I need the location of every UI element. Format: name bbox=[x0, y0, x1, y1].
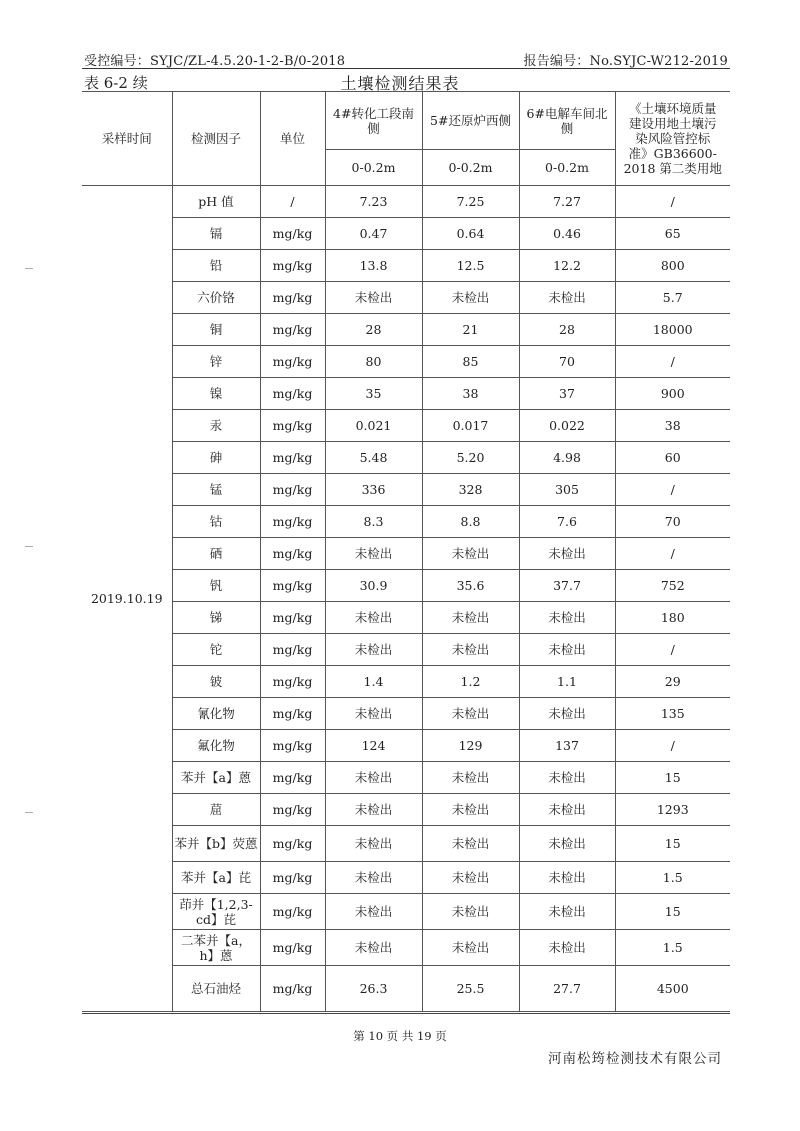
table-row bbox=[82, 762, 730, 794]
unit-cell: mg/kg bbox=[260, 410, 325, 442]
site5-value: 328 bbox=[422, 474, 519, 506]
factor-cell: 二苯并【a，h】蒽 bbox=[172, 930, 260, 966]
factor-cell: 氰化物 bbox=[172, 698, 260, 730]
site5-value: 38 bbox=[422, 378, 519, 410]
report-number: 报告编号：No.SYJC-W212-2019 bbox=[523, 54, 728, 69]
site6-value: 未检出 bbox=[519, 862, 615, 894]
site4-value: 未检出 bbox=[325, 698, 422, 730]
factor-cell: 砷 bbox=[172, 442, 260, 474]
standard-value: / bbox=[615, 730, 730, 762]
unit-cell: mg/kg bbox=[260, 826, 325, 862]
factor-cell: 锑 bbox=[172, 602, 260, 634]
standard-value: 15 bbox=[615, 762, 730, 794]
table-row bbox=[82, 666, 730, 698]
col-header-standard bbox=[615, 92, 730, 186]
site6-value: 未检出 bbox=[519, 762, 615, 794]
factor-cell: 苯并【a】蒽 bbox=[172, 762, 260, 794]
table-bottom-rule bbox=[82, 1013, 730, 1014]
site6-value: 未检出 bbox=[519, 602, 615, 634]
standard-value: 900 bbox=[615, 378, 730, 410]
site6-value: 未检出 bbox=[519, 538, 615, 570]
site4-value: 124 bbox=[325, 730, 422, 762]
unit-cell: / bbox=[260, 186, 325, 218]
unit-cell: mg/kg bbox=[260, 314, 325, 346]
standard-value: 135 bbox=[615, 698, 730, 730]
table-row bbox=[82, 410, 730, 442]
site4-value: 30.9 bbox=[325, 570, 422, 602]
site6-value: 137 bbox=[519, 730, 615, 762]
standard-value: / bbox=[615, 634, 730, 666]
table-title: 土壤检测结果表 bbox=[340, 74, 460, 93]
site4-value: 0.021 bbox=[325, 410, 422, 442]
factor-cell: 硒 bbox=[172, 538, 260, 570]
site6-value: 28 bbox=[519, 314, 615, 346]
standard-value: 15 bbox=[615, 894, 730, 930]
site5-value: 1.2 bbox=[422, 666, 519, 698]
site5-value: 5.20 bbox=[422, 442, 519, 474]
standard-line2: 建设用地土壤污 bbox=[628, 116, 717, 131]
unit-cell: mg/kg bbox=[260, 930, 325, 966]
factor-cell: 苯并【a】芘 bbox=[172, 862, 260, 894]
site4-value: 未检出 bbox=[325, 794, 422, 826]
table-row bbox=[82, 282, 730, 314]
table-row bbox=[82, 698, 730, 730]
unit-cell: mg/kg bbox=[260, 602, 325, 634]
site5-value: 未检出 bbox=[422, 826, 519, 862]
standard-value: 70 bbox=[615, 506, 730, 538]
site4-value: 7.23 bbox=[325, 186, 422, 218]
site4-value: 13.8 bbox=[325, 250, 422, 282]
unit-cell: mg/kg bbox=[260, 538, 325, 570]
factor-cell: 钒 bbox=[172, 570, 260, 602]
site6-value: 未检出 bbox=[519, 826, 615, 862]
table-row bbox=[82, 506, 730, 538]
unit-cell: mg/kg bbox=[260, 282, 325, 314]
table-row bbox=[82, 634, 730, 666]
unit-cell: mg/kg bbox=[260, 762, 325, 794]
site5-value: 7.25 bbox=[422, 186, 519, 218]
unit-cell: mg/kg bbox=[260, 346, 325, 378]
unit-cell: mg/kg bbox=[260, 378, 325, 410]
depth-site5: 0-0.2m bbox=[422, 150, 519, 186]
site4-value: 未检出 bbox=[325, 602, 422, 634]
site4-value: 0.47 bbox=[325, 218, 422, 250]
standard-value: 4500 bbox=[615, 966, 730, 1012]
unit-cell: mg/kg bbox=[260, 894, 325, 930]
factor-cell: 钴 bbox=[172, 506, 260, 538]
unit-cell: mg/kg bbox=[260, 698, 325, 730]
factor-cell: 铅 bbox=[172, 250, 260, 282]
factor-cell: 铍 bbox=[172, 666, 260, 698]
col-header-factor: 检测因子 bbox=[172, 92, 260, 186]
unit-cell: mg/kg bbox=[260, 862, 325, 894]
site4-value: 未检出 bbox=[325, 930, 422, 966]
site4-value: 未检出 bbox=[325, 826, 422, 862]
site4-value: 336 bbox=[325, 474, 422, 506]
site4-value: 5.48 bbox=[325, 442, 422, 474]
site4-value: 28 bbox=[325, 314, 422, 346]
site4-value: 未检出 bbox=[325, 282, 422, 314]
site4-value: 35 bbox=[325, 378, 422, 410]
company-name: 河南松筠检测技术有限公司 bbox=[548, 1051, 722, 1067]
site6-value: 未检出 bbox=[519, 794, 615, 826]
site5-value: 未检出 bbox=[422, 698, 519, 730]
factor-cell: 铊 bbox=[172, 634, 260, 666]
site5-value: 未检出 bbox=[422, 930, 519, 966]
standard-line3: 染风险管控标 bbox=[635, 131, 711, 146]
site6-value: 27.7 bbox=[519, 966, 615, 1012]
unit-cell: mg/kg bbox=[260, 634, 325, 666]
site4-value: 80 bbox=[325, 346, 422, 378]
site5-value: 25.5 bbox=[422, 966, 519, 1012]
site4-value: 未检出 bbox=[325, 538, 422, 570]
site4-value: 未检出 bbox=[325, 762, 422, 794]
depth-site6: 0-0.2m bbox=[519, 150, 615, 186]
table-row bbox=[82, 826, 730, 862]
col-header-site5: 5#还原炉西侧 bbox=[422, 92, 519, 150]
table-row bbox=[82, 602, 730, 634]
standard-value: 800 bbox=[615, 250, 730, 282]
site5-value: 21 bbox=[422, 314, 519, 346]
table-row bbox=[82, 930, 730, 966]
factor-cell: 苯并【b】荧蒽 bbox=[172, 826, 260, 862]
site5-value: 未检出 bbox=[422, 282, 519, 314]
site6-value: 70 bbox=[519, 346, 615, 378]
standard-value: 1293 bbox=[615, 794, 730, 826]
site6-value: 未检出 bbox=[519, 282, 615, 314]
site6-value: 305 bbox=[519, 474, 615, 506]
unit-cell: mg/kg bbox=[260, 794, 325, 826]
table-row bbox=[82, 894, 730, 930]
table-row bbox=[82, 966, 730, 1012]
site6-value: 未检出 bbox=[519, 634, 615, 666]
standard-line4: 准》GB36600- bbox=[628, 146, 717, 161]
table-row bbox=[82, 570, 730, 602]
unit-cell: mg/kg bbox=[260, 966, 325, 1012]
unit-cell: mg/kg bbox=[260, 250, 325, 282]
unit-cell: mg/kg bbox=[260, 474, 325, 506]
site6-value: 1.1 bbox=[519, 666, 615, 698]
site5-value: 未检出 bbox=[422, 602, 519, 634]
sample-date: 2019.10.19 bbox=[82, 186, 172, 1012]
standard-value: / bbox=[615, 538, 730, 570]
site4-value: 未检出 bbox=[325, 634, 422, 666]
factor-cell: 茚并【1,2,3-cd】芘 bbox=[172, 894, 260, 930]
table-row bbox=[82, 474, 730, 506]
standard-value: / bbox=[615, 186, 730, 218]
site6-value: 37 bbox=[519, 378, 615, 410]
site5-value: 未检出 bbox=[422, 794, 519, 826]
site5-value: 0.64 bbox=[422, 218, 519, 250]
standard-value: 1.5 bbox=[615, 930, 730, 966]
standard-value: 15 bbox=[615, 826, 730, 862]
factor-cell: 总石油烃 bbox=[172, 966, 260, 1012]
results-table bbox=[82, 91, 730, 1012]
site6-value: 4.98 bbox=[519, 442, 615, 474]
factor-cell: 锌 bbox=[172, 346, 260, 378]
table-row bbox=[82, 730, 730, 762]
binding-mark bbox=[25, 546, 33, 547]
site5-value: 未检出 bbox=[422, 538, 519, 570]
site4-value: 未检出 bbox=[325, 862, 422, 894]
table-row bbox=[82, 250, 730, 282]
factor-cell: 镉 bbox=[172, 218, 260, 250]
site4-value: 26.3 bbox=[325, 966, 422, 1012]
site5-value: 35.6 bbox=[422, 570, 519, 602]
table-row bbox=[82, 346, 730, 378]
standard-value: / bbox=[615, 346, 730, 378]
site4-value: 8.3 bbox=[325, 506, 422, 538]
col-header-unit: 单位 bbox=[260, 92, 325, 186]
site4-value: 1.4 bbox=[325, 666, 422, 698]
site6-value: 12.2 bbox=[519, 250, 615, 282]
site5-value: 未检出 bbox=[422, 762, 519, 794]
site6-value: 未检出 bbox=[519, 894, 615, 930]
page-number: 第 10 页 共 19 页 bbox=[353, 1029, 447, 1043]
factor-cell: 氟化物 bbox=[172, 730, 260, 762]
col-header-site6 bbox=[519, 92, 615, 150]
table-label: 表 6-2 续 bbox=[84, 74, 148, 92]
standard-value: 29 bbox=[615, 666, 730, 698]
site6-name-line1: 6#电解车间北 bbox=[526, 105, 608, 121]
standard-value: 65 bbox=[615, 218, 730, 250]
table-row bbox=[82, 218, 730, 250]
depth-site4: 0-0.2m bbox=[325, 150, 422, 186]
site6-value: 0.46 bbox=[519, 218, 615, 250]
site6-value: 7.6 bbox=[519, 506, 615, 538]
unit-cell: mg/kg bbox=[260, 730, 325, 762]
site5-value: 12.5 bbox=[422, 250, 519, 282]
binding-mark bbox=[25, 268, 33, 269]
site6-value: 未检出 bbox=[519, 698, 615, 730]
site4-name-line1: 4#转化工段南 bbox=[333, 105, 414, 121]
standard-value: 60 bbox=[615, 442, 730, 474]
table-row bbox=[82, 186, 730, 218]
table-row bbox=[82, 862, 730, 894]
binding-mark bbox=[25, 812, 33, 813]
col-header-site4 bbox=[325, 92, 422, 150]
factor-cell: pH 值 bbox=[172, 186, 260, 218]
unit-cell: mg/kg bbox=[260, 666, 325, 698]
unit-cell: mg/kg bbox=[260, 442, 325, 474]
standard-value: 5.7 bbox=[615, 282, 730, 314]
site5-value: 未检出 bbox=[422, 894, 519, 930]
standard-value: 752 bbox=[615, 570, 730, 602]
site6-value: 37.7 bbox=[519, 570, 615, 602]
factor-cell: 锰 bbox=[172, 474, 260, 506]
site4-name-line2: 侧 bbox=[367, 120, 380, 136]
table-row bbox=[82, 538, 730, 570]
site6-value: 未检出 bbox=[519, 930, 615, 966]
site6-value: 7.27 bbox=[519, 186, 615, 218]
standard-value: 38 bbox=[615, 410, 730, 442]
standard-value: 18000 bbox=[615, 314, 730, 346]
site5-value: 129 bbox=[422, 730, 519, 762]
table-row bbox=[82, 794, 730, 826]
standard-line5: 2018 第二类用地 bbox=[623, 161, 722, 176]
col-header-sample-time: 采样时间 bbox=[82, 92, 172, 186]
table-row bbox=[82, 314, 730, 346]
site5-value: 8.8 bbox=[422, 506, 519, 538]
standard-value: 1.5 bbox=[615, 862, 730, 894]
standard-value: / bbox=[615, 474, 730, 506]
unit-cell: mg/kg bbox=[260, 570, 325, 602]
site5-value: 未检出 bbox=[422, 862, 519, 894]
unit-cell: mg/kg bbox=[260, 506, 325, 538]
standard-value: 180 bbox=[615, 602, 730, 634]
control-number: 受控编号：SYJC/ZL-4.5.20-1-2-B/0-2018 bbox=[84, 54, 346, 69]
site5-value: 未检出 bbox=[422, 634, 519, 666]
header-rule bbox=[82, 68, 730, 69]
site5-value: 0.017 bbox=[422, 410, 519, 442]
standard-line1: 《土壤环境质量 bbox=[628, 101, 717, 116]
unit-cell: mg/kg bbox=[260, 218, 325, 250]
factor-cell: 镍 bbox=[172, 378, 260, 410]
factor-cell: 汞 bbox=[172, 410, 260, 442]
table-row bbox=[82, 378, 730, 410]
site5-value: 85 bbox=[422, 346, 519, 378]
table-row bbox=[82, 442, 730, 474]
factor-cell: 铜 bbox=[172, 314, 260, 346]
site6-name-line2: 侧 bbox=[560, 120, 574, 136]
site6-value: 0.022 bbox=[519, 410, 615, 442]
factor-cell: 䓛 bbox=[172, 794, 260, 826]
factor-cell: 六价铬 bbox=[172, 282, 260, 314]
site4-value: 未检出 bbox=[325, 894, 422, 930]
